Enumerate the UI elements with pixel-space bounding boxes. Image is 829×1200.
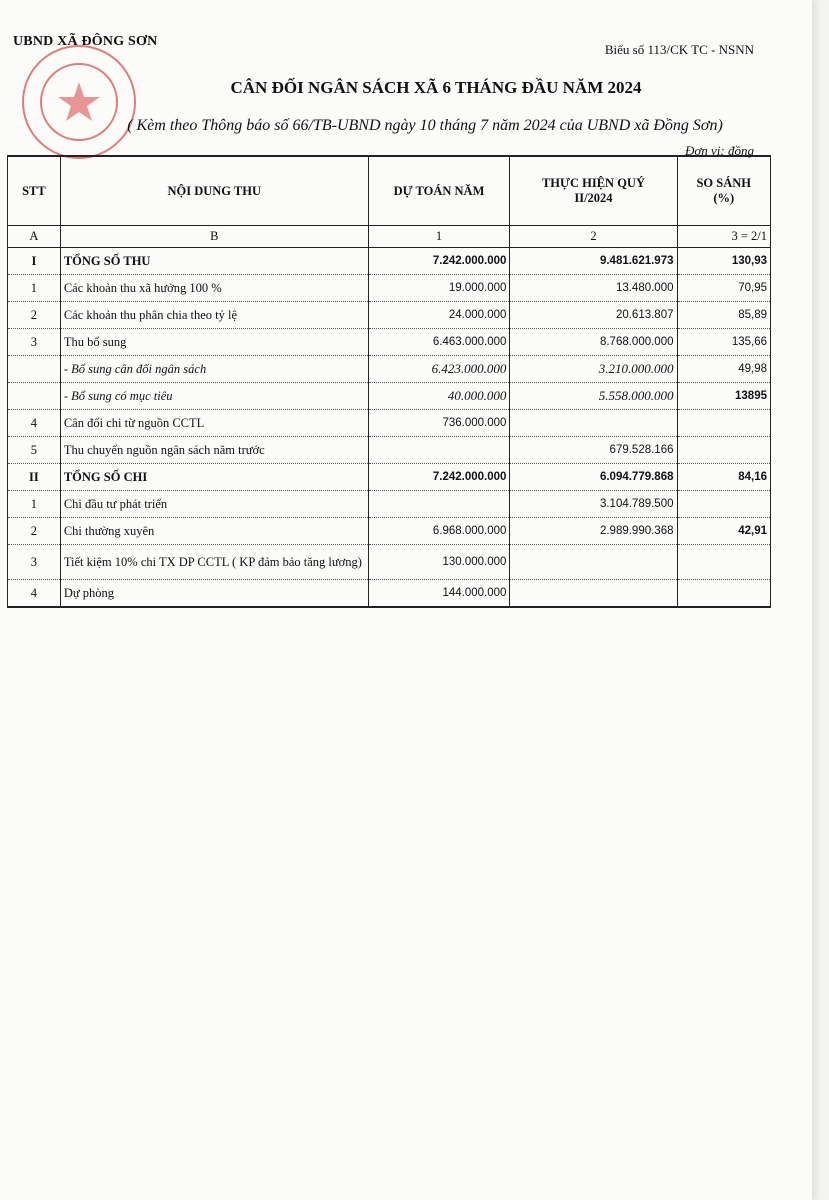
- table-row: [8, 464, 771, 491]
- row-compare: [677, 580, 771, 608]
- row-compare: [677, 491, 771, 518]
- row-content: Chi thường xuyên: [60, 518, 368, 545]
- row-actual: 5.558.000.000: [510, 383, 677, 410]
- col-header-content: NỘI DUNG THU: [60, 156, 368, 226]
- row-content: Dự phòng: [60, 580, 368, 608]
- col-header-stt: STT: [8, 156, 61, 226]
- table-row: [8, 410, 771, 437]
- col-header-actual: THỰC HIỆN QUÝ II/2024: [510, 156, 677, 226]
- row-compare: 70,95: [677, 275, 771, 302]
- row-stt: 2: [8, 518, 61, 545]
- row-compare: 42,91: [677, 518, 771, 545]
- row-estimate: [368, 437, 510, 464]
- row-actual: 20.613.807: [510, 302, 677, 329]
- row-estimate: 130.000.000: [368, 545, 510, 580]
- table-row: [8, 275, 771, 302]
- row-content: Tiết kiệm 10% chi TX DP CCTL ( KP đảm bảo tăng lương): [60, 545, 368, 580]
- col-letter-a: A: [8, 226, 61, 248]
- row-compare: 49,98: [677, 356, 771, 383]
- row-actual: 679.528.166: [510, 437, 677, 464]
- row-actual: 3.104.789.500: [510, 491, 677, 518]
- row-content: - Bổ sung có mục tiêu: [60, 383, 368, 410]
- row-actual: 2.989.990.368: [510, 518, 677, 545]
- row-estimate: 7.242.000.000: [368, 464, 510, 491]
- row-actual: 9.481.621.973: [510, 248, 677, 275]
- row-estimate: 6.423.000.000: [368, 356, 510, 383]
- row-stt: 3: [8, 545, 61, 580]
- row-content: Cân đối chi từ nguồn CCTL: [60, 410, 368, 437]
- row-content: - Bổ sung cân đối ngân sách: [60, 356, 368, 383]
- row-estimate: [368, 491, 510, 518]
- row-compare: 85,89: [677, 302, 771, 329]
- table-row: [8, 518, 771, 545]
- row-estimate: 7.242.000.000: [368, 248, 510, 275]
- row-estimate: 6.463.000.000: [368, 329, 510, 356]
- table-row: [8, 491, 771, 518]
- row-actual: 6.094.779.868: [510, 464, 677, 491]
- row-stt: II: [8, 464, 61, 491]
- currency-unit: Đơn vị: đồng: [684, 143, 754, 158]
- row-actual: 3.210.000.000: [510, 356, 677, 383]
- row-compare: [677, 545, 771, 580]
- row-content: TỔNG SỐ CHI: [60, 464, 368, 491]
- row-content: TỔNG SỐ THU: [60, 248, 368, 275]
- row-actual: [510, 580, 677, 608]
- row-compare: 130,93: [677, 248, 771, 275]
- table-row: [8, 545, 771, 580]
- table-header-row: [8, 156, 771, 226]
- row-estimate: 144.000.000: [368, 580, 510, 608]
- row-estimate: 24.000.000: [368, 302, 510, 329]
- col-letter-b: B: [60, 226, 368, 248]
- table-row: [8, 248, 771, 275]
- row-compare: 135,66: [677, 329, 771, 356]
- form-number: Biểu số 113/CK TC - NSNN: [604, 42, 754, 57]
- document-title: CÂN ĐỐI NGÂN SÁCH XÃ 6 THÁNG ĐẦU NĂM 2024: [230, 78, 642, 97]
- row-content: Thu bổ sung: [60, 329, 368, 356]
- row-actual: [510, 410, 677, 437]
- row-stt: [8, 356, 61, 383]
- col-letter-3: 3 = 2/1: [677, 226, 771, 248]
- row-stt: I: [8, 248, 61, 275]
- row-stt: 1: [8, 275, 61, 302]
- row-content: Chi đầu tư phát triển: [60, 491, 368, 518]
- row-content: Các khoản thu xã hưởng 100 %: [60, 275, 368, 302]
- table-row: [8, 580, 771, 608]
- table-row: [8, 302, 771, 329]
- col-letter-1: 1: [368, 226, 510, 248]
- table-row: [8, 383, 771, 410]
- table-row: [8, 437, 771, 464]
- row-estimate: 40.000.000: [368, 383, 510, 410]
- row-stt: 5: [8, 437, 61, 464]
- red-seal-stamp: [4, 42, 154, 162]
- row-stt: 2: [8, 302, 61, 329]
- budget-table: [7, 155, 771, 608]
- row-estimate: 736.000.000: [368, 410, 510, 437]
- row-compare: 84,16: [677, 464, 771, 491]
- row-content: Các khoản thu phân chia theo tỷ lệ: [60, 302, 368, 329]
- row-content: Thu chuyển nguồn ngân sách năm trước: [60, 437, 368, 464]
- row-actual: 8.768.000.000: [510, 329, 677, 356]
- row-stt: 4: [8, 410, 61, 437]
- col-header-estimate: DỰ TOÁN NĂM: [368, 156, 510, 226]
- col-header-compare: SO SÁNH (%): [677, 156, 771, 226]
- document-subtitle: ( Kèm theo Thông báo số 66/TB-UBND ngày 10 tháng 7 năm 2024 của UBND xã Đồng Sơn): [127, 117, 723, 134]
- row-estimate: 6.968.000.000: [368, 518, 510, 545]
- row-compare: [677, 410, 771, 437]
- row-actual: [510, 545, 677, 580]
- row-stt: 3: [8, 329, 61, 356]
- row-stt: [8, 383, 61, 410]
- row-compare: 13895: [677, 383, 771, 410]
- table-row: [8, 329, 771, 356]
- row-stt: 4: [8, 580, 61, 608]
- row-stt: 1: [8, 491, 61, 518]
- row-estimate: 19.000.000: [368, 275, 510, 302]
- organization-name: UBND XÃ ĐÔNG SƠN: [13, 34, 158, 49]
- row-actual: 13.480.000: [510, 275, 677, 302]
- column-index-row: [8, 226, 771, 248]
- row-compare: [677, 437, 771, 464]
- col-letter-2: 2: [510, 226, 677, 248]
- table-row: [8, 356, 771, 383]
